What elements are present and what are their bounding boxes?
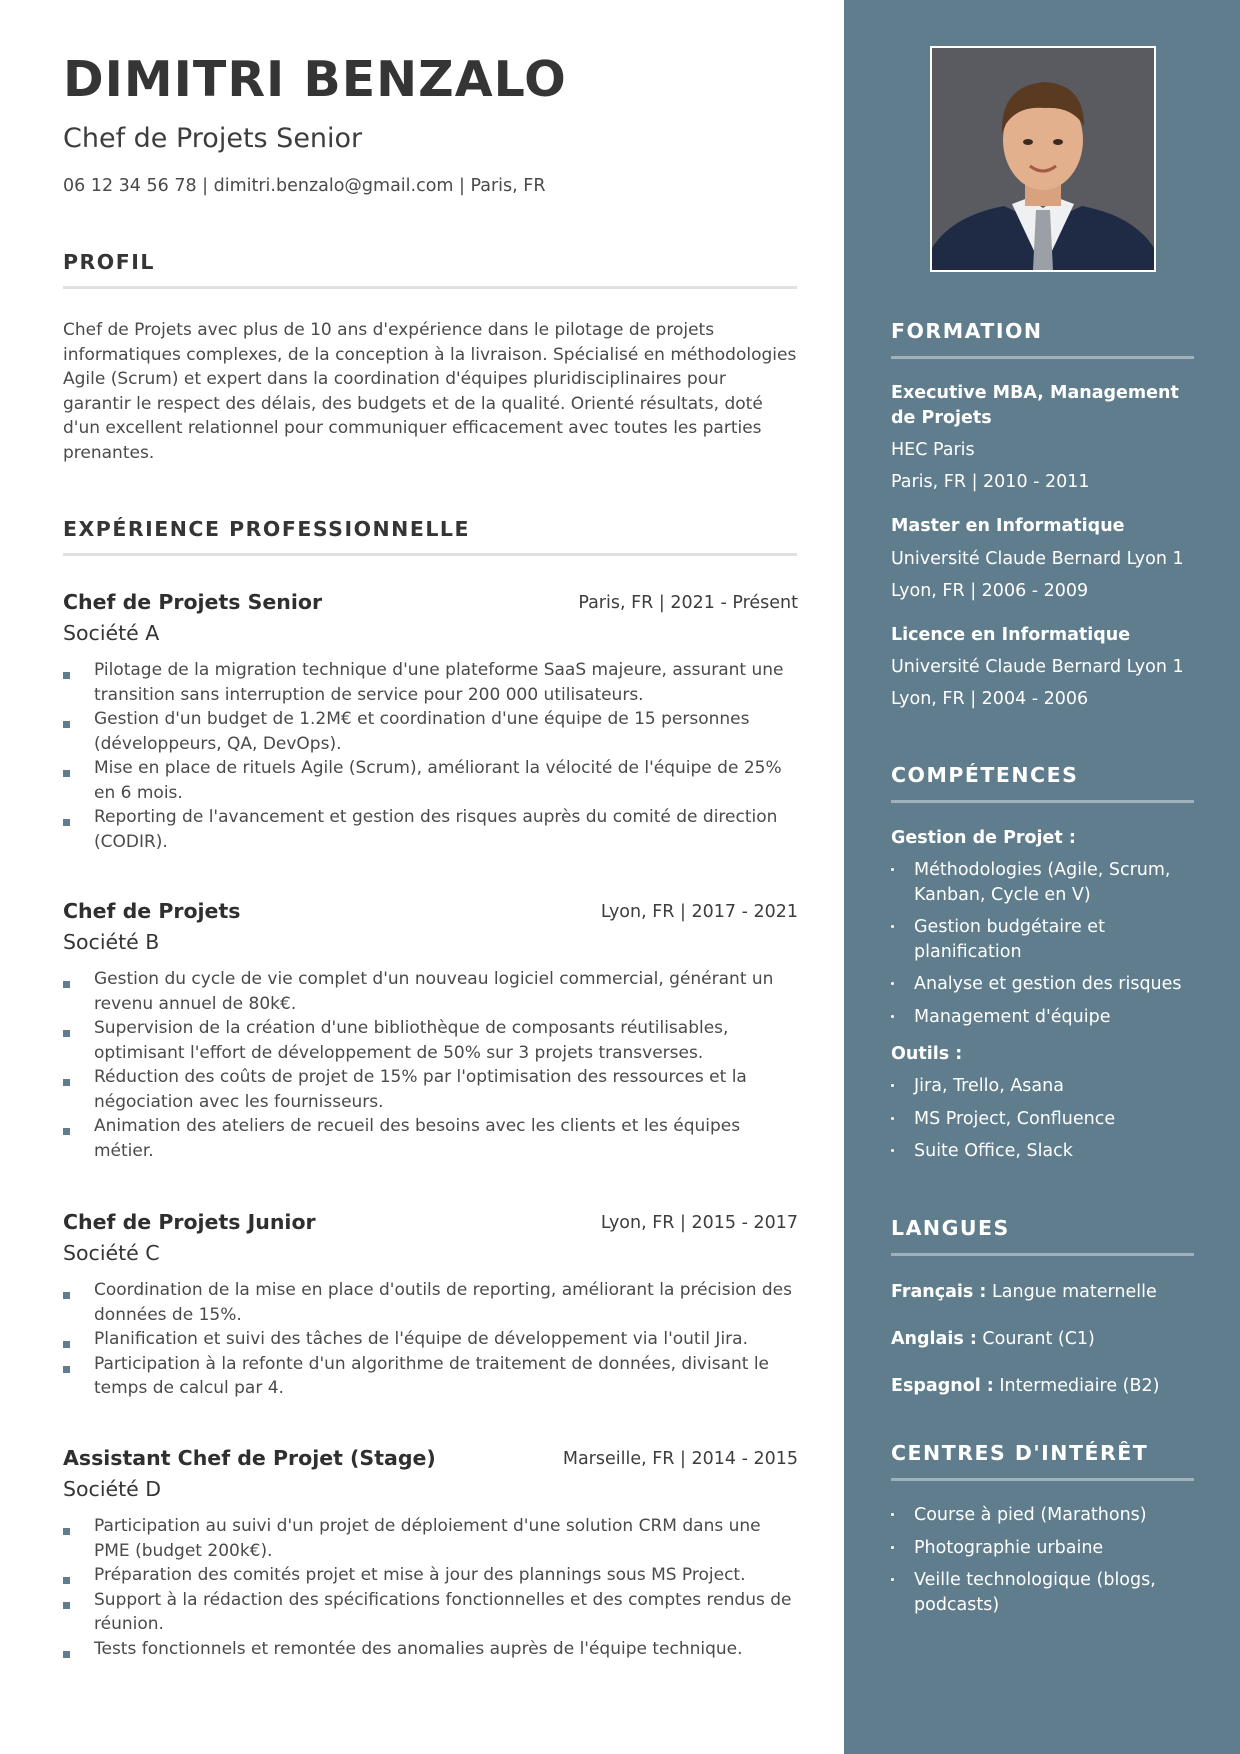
job-company: Société A [63, 621, 160, 645]
candidate-name: DIMITRI BENZALO [63, 51, 567, 108]
job-company: Société C [63, 1241, 160, 1265]
skill-item: Jira, Trello, Asana [891, 1074, 1201, 1099]
candidate-title: Chef de Projets Senior [63, 123, 363, 154]
job-bullet: Reporting de l'avancement et gestion des risques auprès du comité de direction (CODIR). [63, 805, 798, 854]
job-entry [63, 1208, 798, 1401]
bullet-dot-icon [891, 925, 894, 928]
bullet-dot-icon [891, 1546, 894, 1549]
education-item [891, 623, 1201, 712]
job-bullet: Animation des ateliers de recueil des besoins avec les clients et les équipes métier. [63, 1114, 798, 1163]
interest-item: Veille technologique (blogs, podcasts) [891, 1568, 1201, 1617]
section-title-competences: COMPÉTENCES [891, 762, 1194, 803]
job-meta: Lyon, FR | 2015 - 2017 [600, 1213, 798, 1233]
bullet-square-icon [63, 1292, 70, 1299]
education-list [891, 381, 1201, 711]
skill-items [891, 858, 1201, 1029]
bullet-dot-icon [891, 1578, 894, 1581]
profile-photo [930, 46, 1156, 272]
education-school: Université Claude Bernard Lyon 1 [891, 657, 1184, 677]
job-company: Société D [63, 1477, 162, 1501]
bullet-dot-icon [891, 1084, 894, 1087]
job-entry [63, 588, 798, 854]
job-bullet: Coordination de la mise en place d'outils de reporting, améliorant la précision des données de 15%. [63, 1278, 798, 1327]
bullet-square-icon [63, 1128, 70, 1135]
skill-item: Analyse et gestion des risques [891, 972, 1201, 997]
bullet-square-icon [63, 1651, 70, 1658]
education-degree: Licence en Informatique [891, 624, 1131, 645]
interest-items [891, 1503, 1201, 1617]
bullet-dot-icon [891, 982, 894, 985]
language-item: Espagnol : Intermediaire (B2) [891, 1376, 1160, 1396]
bullet-dot-icon [891, 868, 894, 871]
bullet-square-icon [63, 1577, 70, 1584]
job-bullet: Mise en place de rituels Agile (Scrum), améliorant la vélocité de l'équipe de 25% en 6 mois. [63, 756, 798, 805]
education-item [891, 381, 1201, 494]
contact-line: 06 12 34 56 78 | dimitri.benzalo@gmail.com | Paris, FR [63, 176, 546, 196]
job-bullets [63, 1514, 798, 1661]
skill-item: Suite Office, Slack [891, 1139, 1201, 1164]
skill-item: Management d'équipe [891, 1005, 1201, 1030]
job-entry [63, 1444, 798, 1661]
bullet-square-icon [63, 1079, 70, 1086]
job-bullet: Support à la rédaction des spécifications fonctionnelles et des comptes rendus de réunion. [63, 1588, 798, 1637]
interest-item: Photographie urbaine [891, 1536, 1201, 1561]
education-place: Paris, FR | 2010 - 2011 [891, 472, 1090, 492]
job-bullet: Tests fonctionnels et remontée des anomalies auprès de l'équipe technique. [63, 1637, 798, 1662]
bullet-square-icon [63, 1341, 70, 1348]
portrait-icon [932, 48, 1154, 270]
skill-category: Outils : [891, 1044, 963, 1064]
language-list [891, 1280, 1201, 1421]
job-role: Assistant Chef de Projet (Stage) [63, 1446, 436, 1470]
education-school: Université Claude Bernard Lyon 1 [891, 548, 1184, 569]
job-role: Chef de Projets Junior [63, 1210, 316, 1234]
skill-item: MS Project, Confluence [891, 1107, 1201, 1132]
job-bullet: Participation au suivi d'un projet de déploiement d'une solution CRM dans une PME (budget 200k€). [63, 1514, 798, 1563]
job-bullet: Préparation des comités projet et mise à jour des plannings sous MS Project. [63, 1563, 798, 1588]
education-school: HEC Paris [891, 440, 975, 460]
bullet-square-icon [63, 1602, 70, 1609]
interest-item: Course à pied (Marathons) [891, 1503, 1201, 1528]
bullet-square-icon [63, 1528, 70, 1535]
bullet-dot-icon [891, 1513, 894, 1516]
job-bullet: Réduction des coûts de projet de 15% par l'optimisation des ressources et la négociation avec les fournisseurs. [63, 1065, 798, 1114]
job-role: Chef de Projets Senior [63, 590, 323, 614]
education-degree: Master en Informatique [891, 516, 1125, 536]
bullet-square-icon [63, 770, 70, 777]
job-role: Chef de Projets [63, 899, 241, 923]
job-bullets [63, 658, 798, 854]
bullet-square-icon [63, 1366, 70, 1373]
bullet-dot-icon [891, 1117, 894, 1120]
bullet-dot-icon [891, 1149, 894, 1152]
skill-items [891, 1074, 1201, 1164]
job-meta: Lyon, FR | 2017 - 2021 [600, 902, 798, 922]
job-bullet: Gestion d'un budget de 1.2M€ et coordination d'une équipe de 15 personnes (développeurs, QA, DevOps). [63, 707, 798, 756]
bullet-square-icon [63, 1030, 70, 1037]
skill-category: Gestion de Projet : [891, 828, 1076, 848]
job-entry [63, 897, 798, 1163]
section-title-profil: PROFIL [63, 249, 797, 289]
bullet-dot-icon [891, 1015, 894, 1018]
job-bullet: Pilotage de la migration technique d'une plateforme SaaS majeure, assurant une transition sans interruption de service pour 200 000 utilisateurs. [63, 658, 798, 707]
language-item: Français : Langue maternelle [891, 1282, 1157, 1302]
section-title-experience: EXPÉRIENCE PROFESSIONNELLE [63, 516, 797, 556]
job-company: Société B [63, 930, 160, 954]
bullet-square-icon [63, 819, 70, 826]
interests-list [891, 1503, 1201, 1625]
job-bullets [63, 967, 798, 1163]
section-title-langues: LANGUES [891, 1215, 1194, 1256]
job-bullet: Supervision de la création d'une bibliothèque de composants réutilisables, optimisant l'effort de développement de 50% sur 3 projets transverses. [63, 1016, 798, 1065]
skill-item: Méthodologies (Agile, Scrum, Kanban, Cycle en V) [891, 858, 1201, 907]
education-degree: Executive MBA, Management de Projets [891, 383, 1179, 428]
skills-list [891, 826, 1201, 1172]
bullet-square-icon [63, 981, 70, 988]
education-item [891, 514, 1201, 603]
profil-text: Chef de Projets avec plus de 10 ans d'expérience dans le pilotage de projets informatiques complexes, de la conception à la livraison. Spécialisé en méthodologies Agile (Scrum) et expert dans la coordination d'équipes pluridisciplinaires pour garantir le respect des délais, des budgets et de la qualité. Orienté résultats, doté d'un excellent relationnel pour communiquer efficacement avec toutes les parties prenantes. [63, 320, 797, 463]
job-bullet: Gestion du cycle de vie complet d'un nouveau logiciel commercial, générant un revenu annuel de 80k€. [63, 967, 798, 1016]
job-bullet: Planification et suivi des tâches de l'équipe de développement via l'outil Jira. [63, 1327, 798, 1352]
bullet-square-icon [63, 721, 70, 728]
job-meta: Marseille, FR | 2014 - 2015 [562, 1449, 798, 1469]
job-bullet: Participation à la refonte d'un algorithme de traitement de données, divisant le temps de calcul par 4. [63, 1352, 798, 1401]
job-meta: Paris, FR | 2021 - Présent [578, 593, 798, 613]
section-title-formation: FORMATION [891, 318, 1194, 359]
language-item: Anglais : Courant (C1) [891, 1329, 1095, 1349]
sidebar [844, 0, 1240, 1754]
bullet-square-icon [63, 672, 70, 679]
education-place: Lyon, FR | 2004 - 2006 [891, 689, 1089, 709]
section-title-interets: CENTRES D'INTÉRÊT [891, 1440, 1194, 1481]
education-place: Lyon, FR | 2006 - 2009 [891, 580, 1089, 601]
job-bullets [63, 1278, 798, 1401]
skill-item: Gestion budgétaire et planification [891, 915, 1201, 964]
